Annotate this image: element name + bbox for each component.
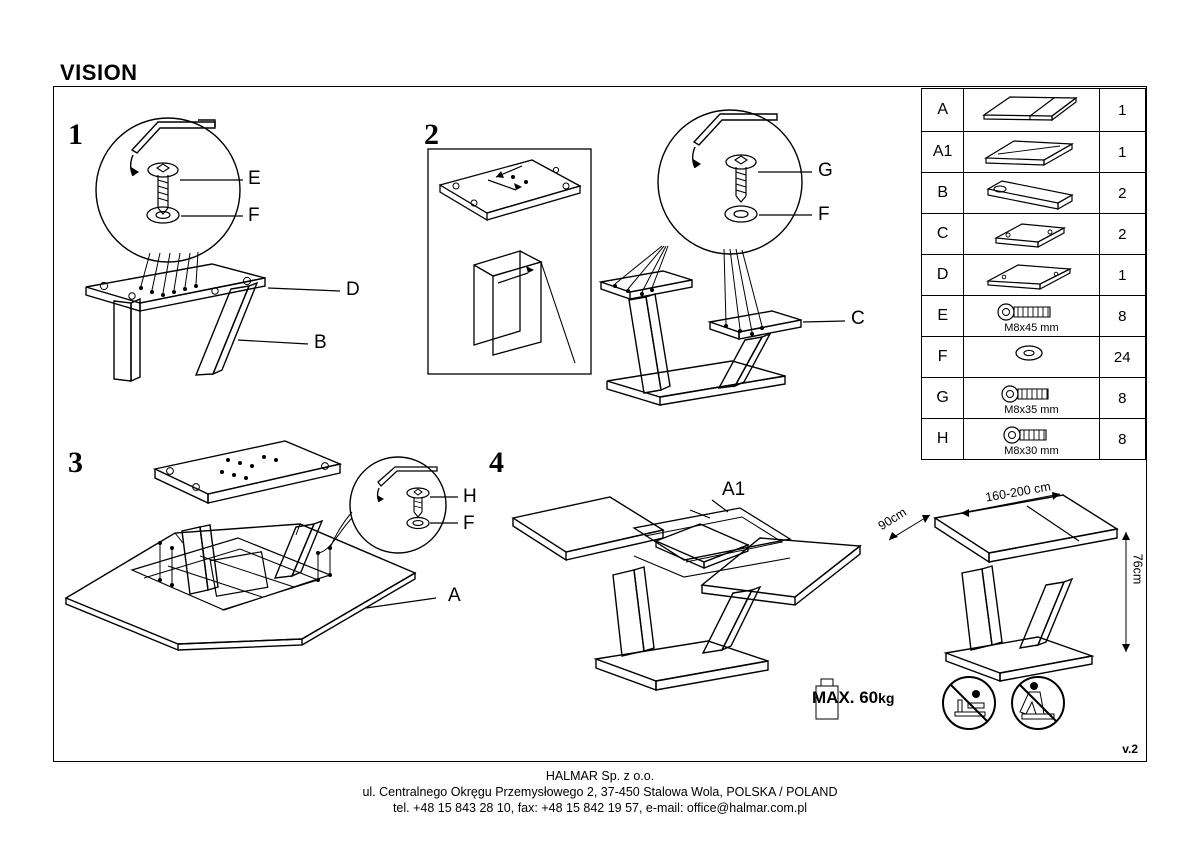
table-row [922, 132, 1146, 173]
part-qty: 8 [1099, 378, 1145, 419]
callout-E: E [248, 168, 261, 189]
table-row [922, 419, 1146, 460]
dimension-height: 76cm [1130, 553, 1145, 585]
table-row [922, 89, 1146, 132]
part-icon-leg-beam [964, 173, 1099, 214]
page-title: VISION [60, 60, 138, 85]
step-4-number: 4 [489, 446, 504, 479]
max-load-label [812, 688, 894, 708]
max-load-unit: kg [878, 690, 895, 706]
part-qty: 8 [1099, 296, 1145, 337]
callout-F-step3: F [463, 513, 475, 534]
part-icon-base-plate [964, 255, 1099, 296]
part-qty: 2 [1099, 173, 1145, 214]
part-icon-bolt-G [964, 378, 1099, 419]
part-icon-table-top-two-panels [964, 89, 1099, 132]
callout-H: H [463, 486, 477, 507]
table-row [922, 337, 1146, 378]
callout-A1: A1 [722, 479, 746, 500]
part-qty: 2 [1099, 214, 1145, 255]
callout-B: B [314, 332, 327, 353]
part-code: E [922, 296, 964, 337]
part-qty: 24 [1099, 337, 1145, 378]
part-code: G [922, 378, 964, 419]
max-load-value: MAX. 60 [812, 688, 879, 707]
part-code: F [922, 337, 964, 378]
part-qty: 1 [1099, 89, 1145, 132]
footer-company: HALMAR Sp. z o.o. [545, 769, 655, 783]
part-code: H [922, 419, 964, 460]
callout-A: A [448, 585, 461, 606]
part-qty: 8 [1099, 419, 1145, 460]
callout-G: G [818, 160, 833, 181]
part-desc: M8x30 mm [1004, 445, 1059, 457]
version-label: v.2 [1122, 742, 1138, 756]
part-icon-bolt-E [964, 296, 1099, 337]
callout-D: D [346, 279, 360, 300]
part-desc: M8x45 mm [1004, 322, 1059, 334]
table-row [922, 296, 1146, 337]
callout-C: C [851, 308, 865, 329]
part-icon-bolt-H [964, 419, 1099, 460]
part-code: B [922, 173, 964, 214]
footer-contact: tel. +48 15 843 28 10, fax: +48 15 842 19 57, e-mail: office@halmar.com.pl [392, 801, 808, 815]
footer [0, 768, 1200, 816]
table-row [922, 378, 1146, 419]
part-desc: M8x35 mm [1004, 404, 1059, 416]
part-code: C [922, 214, 964, 255]
dimension-width: 160-200 cm [984, 479, 1052, 505]
step-1-number: 1 [68, 118, 83, 151]
part-qty: 1 [1099, 255, 1145, 296]
part-icon-extension-panel [964, 132, 1099, 173]
part-qty: 1 [1099, 132, 1145, 173]
part-code: A [922, 89, 964, 132]
callout-F-step1: F [248, 205, 260, 226]
table-row [922, 173, 1146, 214]
step-2-number: 2 [424, 118, 439, 151]
part-icon-small-plate [964, 214, 1099, 255]
part-code: A1 [922, 132, 964, 173]
table-row [922, 255, 1146, 296]
part-code: D [922, 255, 964, 296]
footer-address: ul. Centralnego Okręgu Przemysłowego 2, 37-450 Stalowa Wola, POLSKA / POLAND [362, 785, 838, 799]
part-icon-washer [964, 337, 1099, 378]
callout-F-step2: F [818, 204, 830, 225]
dimension-depth: 90cm [875, 504, 909, 534]
step-3-number: 3 [68, 446, 83, 479]
table-row [922, 214, 1146, 255]
parts-table [921, 88, 1146, 460]
